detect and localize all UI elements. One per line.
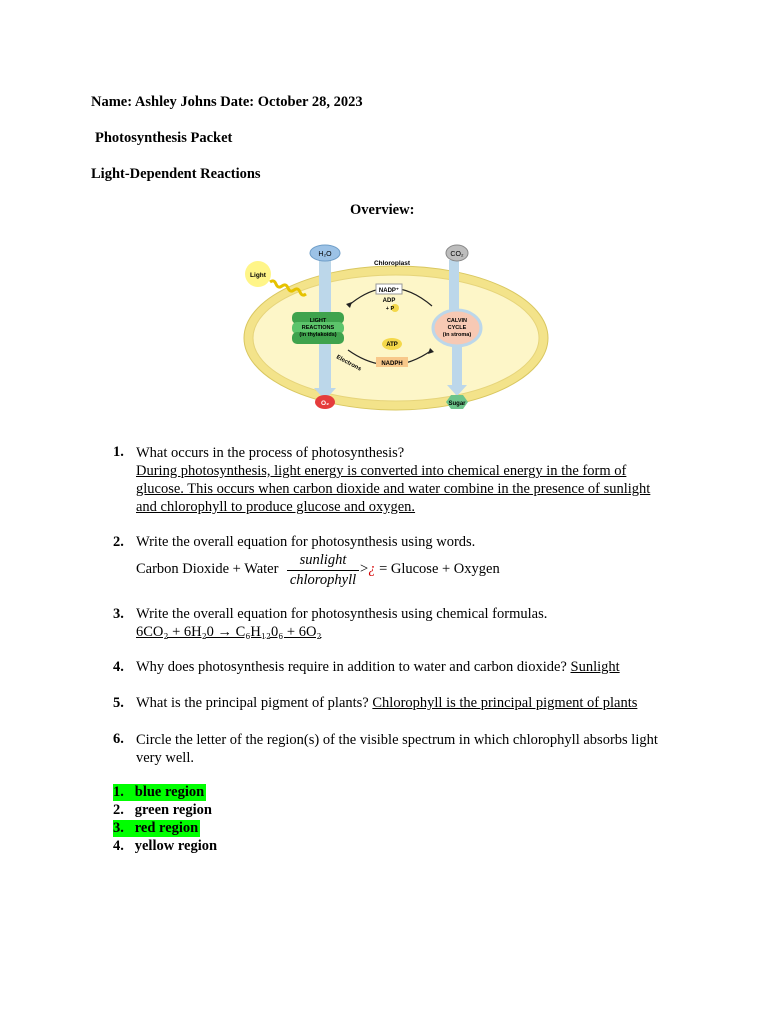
choice-green (113, 802, 212, 819)
answer: Chlorophyll is the principal pigment of plants (372, 695, 638, 711)
choice-number: 1. (113, 784, 124, 800)
light-label: Light (250, 272, 266, 279)
light-reactions-label: REACTIONS (301, 325, 335, 331)
packet-title: Photosynthesis Packet (95, 130, 233, 146)
question-prompt: Write the overall equation for photosynthesis using words. (136, 534, 476, 550)
h2o-label: H₂O (318, 251, 332, 258)
fraction-bottom: chlorophyll (289, 572, 357, 588)
equation-left: Carbon Dioxide + Water (136, 561, 279, 577)
fraction-bar (287, 570, 359, 571)
question-prompt: What is the principal pigment of plants? (136, 695, 369, 711)
calvin-label: (in stroma) (442, 332, 472, 338)
o2-label: O₂ (321, 400, 329, 407)
choice-label: green region (134, 802, 212, 818)
equation-arrow-mark: > (360, 561, 369, 577)
chloroplast-label: Chloroplast (373, 260, 411, 267)
co2-label: CO₂ (450, 251, 464, 258)
question-number: 3. (113, 606, 124, 622)
equation-fraction (287, 552, 359, 589)
question-prompt: What occurs in the process of photosynthesis? (136, 445, 405, 461)
sugar-label: Sugar (448, 401, 466, 407)
question-number: 2. (113, 534, 124, 550)
equation-right: = Glucose + Oxygen (379, 561, 500, 577)
question-prompt: Why does photosynthesis require in addition to water and carbon dioxide? (136, 659, 567, 675)
question-5 (136, 695, 637, 712)
equation-right-group (360, 561, 500, 578)
calvin-label: CYCLE (447, 325, 467, 331)
light-reactions-label: (in thylakoids) (299, 332, 337, 338)
question-1 (136, 444, 650, 516)
question-number: 1. (113, 444, 124, 460)
nadph-label: NADPH (381, 361, 403, 367)
question-4 (136, 659, 620, 676)
choice-label: blue region (134, 784, 205, 800)
question-6 (136, 731, 658, 767)
question-number: 6. (113, 731, 124, 747)
choice-number: 3. (113, 820, 124, 836)
calvin-label: CALVIN (446, 318, 468, 324)
atp-label: ATP (386, 342, 398, 348)
adp-label: ADP (382, 298, 396, 304)
section-title: Light-Dependent Reactions (91, 166, 261, 182)
answer: Sunlight (570, 659, 620, 675)
choice-label: red region (134, 820, 199, 836)
choice-yellow (113, 838, 217, 855)
answer-line: During photosynthesis, light energy is converted into chemical energy in the form of (136, 463, 627, 479)
question-prompt-line: very well. (136, 750, 194, 766)
plus-p-label: + P (385, 306, 395, 312)
choice-number: 2. (113, 802, 124, 818)
overview-heading: Overview: (350, 202, 415, 218)
question-prompt: Write the overall equation for photosynthesis using chemical formulas. (136, 606, 548, 622)
name-date-line: Name: Ashley Johns Date: October 28, 2023 (91, 94, 363, 110)
answer-line: and chlorophyll to produce glucose and oxygen. (136, 499, 416, 515)
light-reactions-label: LIGHT (309, 318, 327, 324)
equation-mark: ¿ (368, 561, 376, 577)
question-prompt-line: Circle the letter of the region(s) of the visible spectrum in which chlorophyll absorbs light (136, 732, 658, 748)
choice-red (113, 820, 200, 837)
question-number: 5. (113, 695, 124, 711)
electrons-label: Electrons (335, 354, 363, 373)
choice-blue (113, 784, 206, 801)
fraction-top: sunlight (299, 552, 347, 568)
choice-number: 4. (113, 838, 124, 854)
chemical-formula: 6CO₂ + 6H₂0 → C₆H₁₂0₆ + 6O₂ (136, 624, 322, 640)
question-number: 4. (113, 659, 124, 675)
photosynthesis-diagram (240, 240, 552, 416)
nadp-label: NADP⁺ (378, 288, 400, 294)
answer-line: glucose. This occurs when carbon dioxide and water combine in the presence of sunlight (136, 481, 651, 497)
choice-label: yellow region (134, 838, 218, 854)
